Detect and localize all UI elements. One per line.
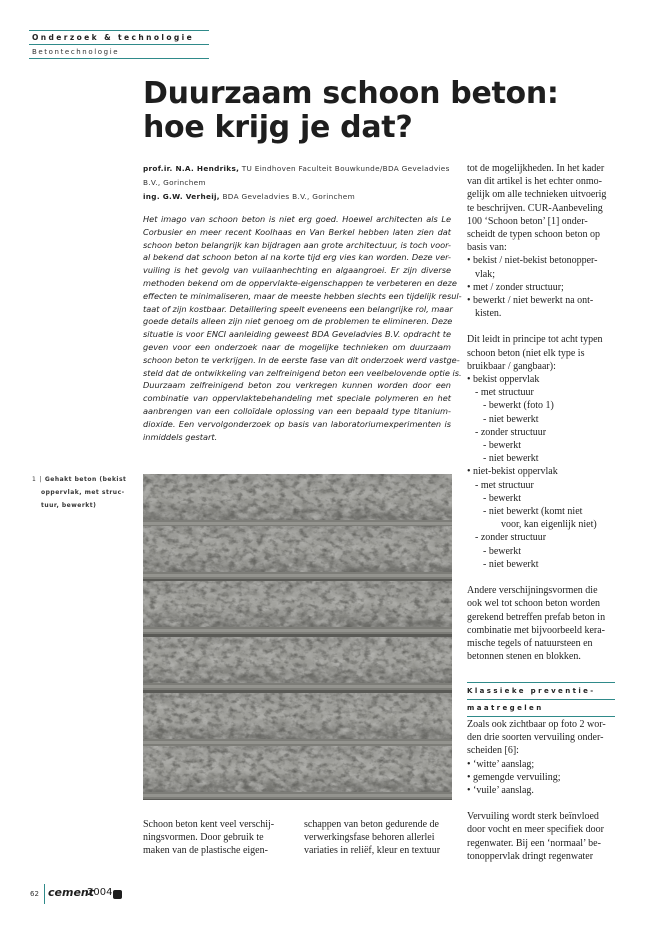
bullet-list-pollution (467, 758, 615, 798)
list-item: - met structuur (475, 387, 534, 399)
paragraph-pollution-types (467, 718, 615, 758)
intro-line: dioxide. Een vervolgonderzoek op basis van laboratoriumexperimenten is (143, 418, 451, 429)
body-text-line: regenwater. Bij een ‘normaal’ be- (467, 837, 601, 849)
intro-line: effecten te minimaliseren, maar de meeste hebben slechts een tijdelijk resul- (143, 290, 462, 301)
list-item: • bewerkt / niet bewerkt na ont- (467, 295, 594, 307)
body-text-line: gerekend betreffen prefab beton in (467, 611, 606, 623)
intro-line: inmiddels gestart. (143, 431, 218, 442)
list-item: • niet-bekist oppervlak (467, 466, 558, 478)
page-number: 62 (30, 890, 39, 898)
figure-photo-chiseled-concrete (143, 474, 452, 800)
body-text-line: den drie soorten vervuiling onder- (467, 732, 604, 744)
list-item: • bekist / niet-bekist betonopper- (467, 255, 598, 267)
author-1-affiliation: TU Eindhoven Faculteit Bouwkunde/BDA Geveladvies (239, 164, 450, 173)
body-text-line: Andere verschijningsvormen die (467, 585, 598, 597)
body-text-line: Vervuiling wordt sterk beïnvloed (467, 811, 599, 823)
list-item: • met / zonder structuur; (467, 281, 564, 293)
body-text-line: scheiden [6]: (467, 745, 519, 757)
author-2-name: ing. G.W. Verheij, (143, 192, 220, 201)
author-2-affiliation: BDA Geveladvies B.V., Gorinchem (219, 192, 355, 201)
body-text-line: Schoon beton kent veel verschij- (143, 819, 275, 830)
list-item: - bewerkt (483, 545, 522, 557)
list-item: - zonder structuur (475, 426, 547, 438)
concrete-band-shadow (143, 746, 452, 792)
concrete-band-shadow (143, 581, 452, 627)
intro-line: Het imago van schoon beton is niet erg goed. Hoewel architecten als Le (143, 214, 451, 224)
paragraph-intro-types (467, 162, 617, 254)
concrete-groove-highlight (143, 522, 452, 525)
intro-line: geven voor een onderzoek naar de mogelijke technieken om duurzaam (143, 341, 451, 352)
body-text-line: tonoppervlak dringt regenwater (467, 850, 594, 862)
body-text-line: variaties in reliëf, kleur en textuur (304, 845, 441, 857)
list-item: - met structuur (475, 479, 534, 491)
author-1 (143, 162, 453, 176)
header-rule-top (29, 30, 209, 31)
intro-line: Corbusier en meer recent Koolhaas en Van Berkel hebben laten zien dat (143, 226, 451, 237)
list-item: • gemengde vervuiling; (467, 771, 561, 783)
intro-line: goede details alleen zijn niet genoeg om de problemen te elimineren. Deze (143, 316, 453, 327)
author-2 (143, 190, 453, 204)
body-column-left (143, 818, 288, 858)
concrete-groove-highlight (143, 629, 452, 632)
intro-line: al bekend dat schoon beton al na korte tijd erg vies kan worden. Deze ver- (143, 252, 451, 263)
caption-separator: | (39, 476, 42, 483)
concrete-band-shadow (143, 526, 452, 572)
body-text-line: van dit artikel is het echter onmo- (467, 176, 602, 188)
body-text-line: Dit leidt in principe tot acht typen (467, 334, 603, 346)
list-item: • ‘witte’ aanslag; (467, 758, 535, 770)
article-title-line-2: hoe krijg je dat? (143, 110, 413, 145)
section-heading-line-1: Klassieke preventie- (467, 687, 596, 695)
body-text-line: door vocht en meer specifiek door (467, 824, 604, 836)
body-text-line: ningsvormen. Door gebruik te (143, 832, 264, 844)
concrete-texture-image (143, 474, 452, 800)
caption-line-1 (32, 473, 132, 486)
author-1-name: prof.ir. N.A. Hendriks, (143, 164, 240, 173)
body-text-line: maken van de plastische eigen- (143, 845, 268, 857)
body-text-line: combinatie met bijvoorbeeld kera- (467, 624, 606, 636)
caption-text-2: oppervlak, met struc- (41, 489, 125, 496)
body-text-line: te beschrijven. CUR-Aanbeveling (467, 202, 603, 214)
article-title (143, 77, 583, 145)
section-subcategory: Betontechnologie (32, 48, 120, 56)
intro-line: schoon beton te verkrijgen. In de eerste fase van dit onderzoek werd vastge- (143, 354, 460, 365)
author-block (143, 162, 453, 204)
intro-line: steld dat de ontwikkeling van zelfreinigend beton een veelbelovende optie is. (143, 367, 462, 378)
list-item: - niet bewerkt (483, 453, 539, 465)
concrete-groove-highlight (143, 794, 452, 797)
body-text-line: 100 ‘Schoon beton’ [1] onder- (467, 215, 588, 227)
body-text-line: tot de mogelijkheden. In het kader (467, 163, 605, 174)
intro-line: combinatie van oppervlaktebehandeling met speciale polymeren en het (143, 393, 451, 404)
magazine-name: cement (48, 886, 94, 899)
body-column-middle (304, 818, 454, 858)
concrete-band-shadow (143, 474, 452, 520)
list-item: vlak; (475, 268, 495, 280)
article-title-line-1: Duurzaam schoon beton: (143, 76, 559, 111)
concrete-band-shadow (143, 637, 452, 683)
list-item: - niet bewerkt (483, 413, 539, 425)
list-item: - bewerkt (483, 440, 522, 452)
concrete-groove-highlight (143, 741, 452, 744)
body-text-line: bruikbaar / gangbaar): (467, 360, 556, 372)
intro-line: aanbrengen van een colloïdale oplossing van een bepaald type titanium- (143, 405, 451, 416)
header-rule-middle (29, 44, 209, 45)
paragraph-rainwater (467, 810, 615, 863)
body-text-line: gelijk om alle technieken uitvoerig (467, 189, 607, 201)
list-item: - niet bewerkt (483, 558, 539, 570)
list-item: - zonder structuur (475, 532, 547, 544)
list-item: - bewerkt (483, 492, 522, 504)
paragraph-eight-types (467, 333, 617, 373)
section-heading-line-2: maatregelen (467, 704, 544, 712)
list-item: • ‘vuile’ aanslag. (467, 785, 534, 797)
magazine-year: 2004 (87, 887, 113, 898)
concrete-groove-highlight (143, 685, 452, 688)
paragraph-other-forms (467, 584, 617, 663)
list-item: kisten. (475, 308, 502, 320)
list-item: voor, kan eigenlijk niet) (501, 519, 597, 531)
body-text-line: verwerkingsfase behoren allerlei (304, 832, 435, 844)
section-category: Onderzoek & technologie (32, 33, 195, 42)
author-1-affiliation-cont: B.V., Gorinchem (143, 178, 206, 187)
concrete-band-shadow (143, 693, 452, 739)
header-rule-bottom (29, 58, 209, 59)
caption-text-1: Gehakt beton (bekist (44, 476, 127, 483)
magazine-logo-icon (113, 890, 122, 899)
body-text-line: schappen van beton gedurende de (304, 819, 439, 830)
intro-line: methoden bekend om de oppervlakte-eigenschappen te verbeteren en deze (143, 277, 457, 288)
body-text-line: mische tegels of natuursteen en (467, 637, 593, 649)
intro-line: vuiling is het gevolg van vuilaanhechting en algaangroei. Er zijn diverse (143, 265, 451, 276)
list-item: - bewerkt (foto 1) (483, 400, 554, 412)
type-tree-list (467, 373, 617, 571)
body-text-line: schoon beton (niet elk type is (467, 347, 585, 359)
body-text-line: betonnen stenen en blokken. (467, 651, 581, 663)
concrete-groove-highlight (143, 574, 452, 577)
footer-divider (44, 884, 45, 904)
body-text-line: scheidt de typen schoon beton op (467, 229, 601, 241)
body-text-line: basis van: (467, 242, 507, 254)
bullet-list-types (467, 254, 617, 320)
body-text-line: Zoals ook zichtbaar op foto 2 wor- (467, 719, 606, 730)
list-item: • bekist oppervlak (467, 374, 540, 386)
section-rule-bottom (467, 716, 615, 717)
intro-line: Duurzaam zelfreinigend beton zou verkregen kunnen worden door een (143, 380, 451, 391)
body-text-line: ook wel tot schoon beton worden (467, 598, 601, 610)
caption-text-3: tuur, bewerkt) (41, 502, 97, 509)
article-intro (143, 213, 462, 443)
list-item: - niet bewerkt (komt niet (483, 506, 583, 518)
caption-number: 1 (32, 476, 37, 483)
section-body (467, 718, 615, 863)
body-column-right (467, 162, 617, 663)
intro-line: situatie is voor ENCI aanleiding geweest BDA Geveladvies B.V. opdracht te (143, 329, 451, 340)
section-classic-prevention (467, 682, 615, 863)
intro-line: taat of zijn kostbaar. Detaillering speelt eveneens een belangrijke rol, maar (143, 303, 453, 314)
intro-line: schoon beton belangrijk kan bijdragen aan grote architectuur, is toch voor- (143, 239, 451, 250)
figure-caption (32, 473, 132, 512)
